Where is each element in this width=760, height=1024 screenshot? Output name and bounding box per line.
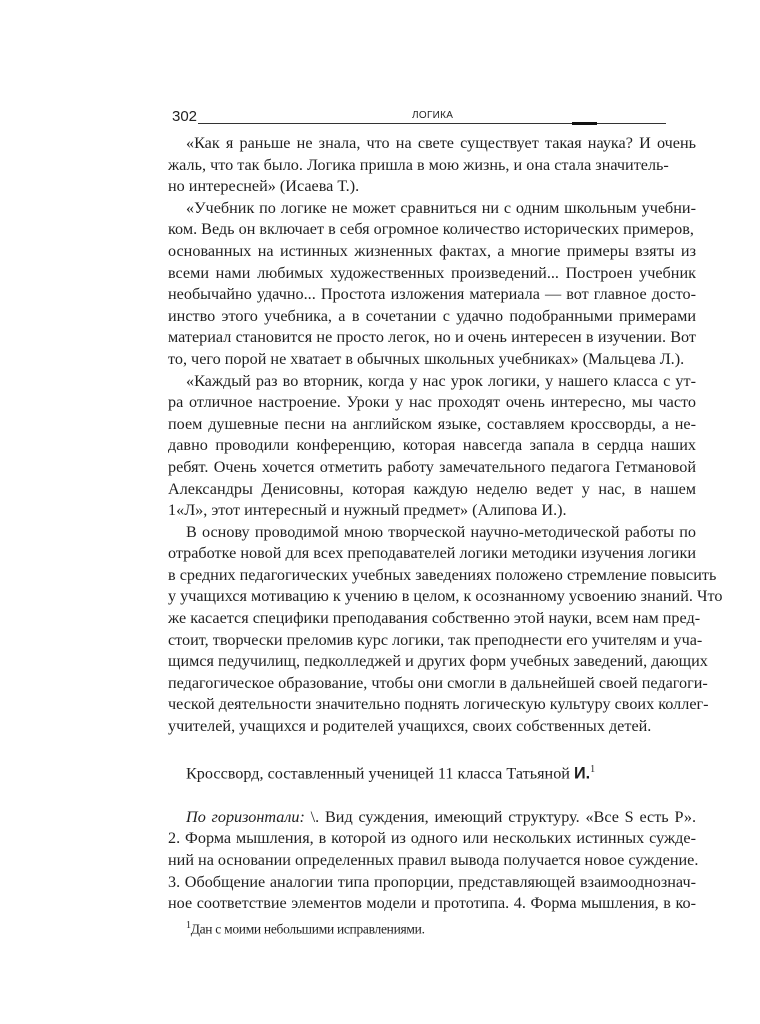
text-line: всеми нами любимых художественных произведений... Построен учебник <box>168 263 696 282</box>
text-line: в средних педагогических учебных заведениях положено стремление повысить <box>168 565 717 584</box>
text-line: ра отличное настроение. Уроки у нас проходят очень интересно, мы часто <box>168 393 696 412</box>
text-line: стоит, творчески преломив курс логики, так преподнести его учителям и уча- <box>168 630 703 649</box>
text-line: давно проводили конференцию, которая навсегда запала в сердца наших <box>168 436 696 455</box>
text-line: ческой деятельности значительно поднять логическую культуру своих коллег- <box>168 695 709 714</box>
text-line: «Учебник по логике не может сравниться ни с одним школьным учебни- <box>186 198 696 217</box>
text-line: же касается специфики преподавания собственно этой науки, всем нам пред- <box>168 609 701 628</box>
running-title: ЛОГИКА <box>412 110 454 121</box>
paragraph-quote-isaeva <box>168 133 696 198</box>
text-line: необычайно удачно... Простота изложения материала — вот главное досто- <box>168 285 696 304</box>
spacer <box>168 738 696 760</box>
text-line: то, чего порой не хватает в обычных школьных учебниках» (Мальцева Л.). <box>168 349 685 368</box>
clue-line: ний на основании определенных правил вывода получается новое суждение. <box>168 850 699 869</box>
text-line: жаль, что так было. Логика пришла в мою жизнь, и она стала значитель- <box>168 155 669 174</box>
spacer <box>168 785 696 807</box>
text-line: педагогическое образование, чтобы они смогли в дальнейшей своей педагоги- <box>168 673 708 692</box>
text-line: отработке новой для всех преподавателей логики методики изучения логики <box>168 544 696 563</box>
crossword-clues <box>168 807 699 915</box>
text-line: щимся педучилищ, педколледжей и других форм учебных заведений, дающих <box>168 652 708 671</box>
text-line: В основу проводимой мною творческой научно-методической работы по <box>186 522 696 541</box>
crossword-caption <box>168 759 696 785</box>
header-mark <box>572 122 597 125</box>
clue-line: 2. Форма мышления, в которой из одного или нескольких истинных сужде- <box>168 829 696 848</box>
text-line: материал становится не просто легок, но и очень интересен в изучении. Вот <box>168 328 696 347</box>
page-body <box>168 133 723 940</box>
text-line: инство этого учебника, а в сочетании с удачно подобранными примерами <box>168 306 696 325</box>
footnote <box>168 915 696 940</box>
page-number: 302 <box>172 108 198 125</box>
footnote-reference: 1 <box>590 764 596 776</box>
clues-heading: По горизонтали: <box>186 807 305 826</box>
text-line: Александры Денисовны, которая каждую неделю ведет у нас, в нашем <box>168 479 696 498</box>
text-line: «Каждый раз во вторник, когда у нас урок логики, у нашего класса с ут- <box>186 371 696 390</box>
paragraph-quote-alipova <box>168 371 696 522</box>
paragraph-author-method <box>168 522 723 738</box>
footnote-text: Дан с моими небольшими исправлениями. <box>190 921 425 937</box>
text-line: учителей, учащихся и родителей учащихся, своих собственных детей. <box>168 717 652 736</box>
clue-line: ное соответствие элементов модели и прототипа. 4. Форма мышления, в ко- <box>168 894 696 913</box>
page-header <box>172 108 666 126</box>
text-line: поем душевные песни на английском языке, составляем кроссворды, а не- <box>168 414 696 433</box>
text-line: 1«Л», этот интересный и нужный предмет» (Алипова И.). <box>168 501 567 520</box>
clue-line: 3. Обобщение аналогии типа пропорции, представляющей взаимооднознач- <box>168 872 696 891</box>
text-line: ребят. Очень хочется отметить работу замечательного педагога Гетмановой <box>168 457 696 476</box>
text-line: основанных на истинных жизненных фактах, а многие примеры взяты из <box>168 241 696 260</box>
text-line: «Как я раньше не знала, что на свете существует такая наука? И очень <box>186 134 696 152</box>
caption-text: Кроссворд, составленный ученицей 11 класса Татьяной <box>186 764 575 783</box>
text-line: у учащихся мотивацию к учению в целом, к осознанному усвоению знаний. Что <box>168 587 723 606</box>
paragraph-quote-maltseva <box>168 198 696 371</box>
footnote-mark: 1 <box>186 919 191 931</box>
text-line: но интересней» (Исаева Т.). <box>168 177 360 196</box>
text-line: ком. Ведь он включает в себя огромное количество исторических примеров, <box>168 220 694 239</box>
clue-line: По горизонтали: \. Вид суждения, имеющий структуру. «Все S есть Р». <box>186 807 696 826</box>
caption-initial: И. <box>574 764 591 783</box>
